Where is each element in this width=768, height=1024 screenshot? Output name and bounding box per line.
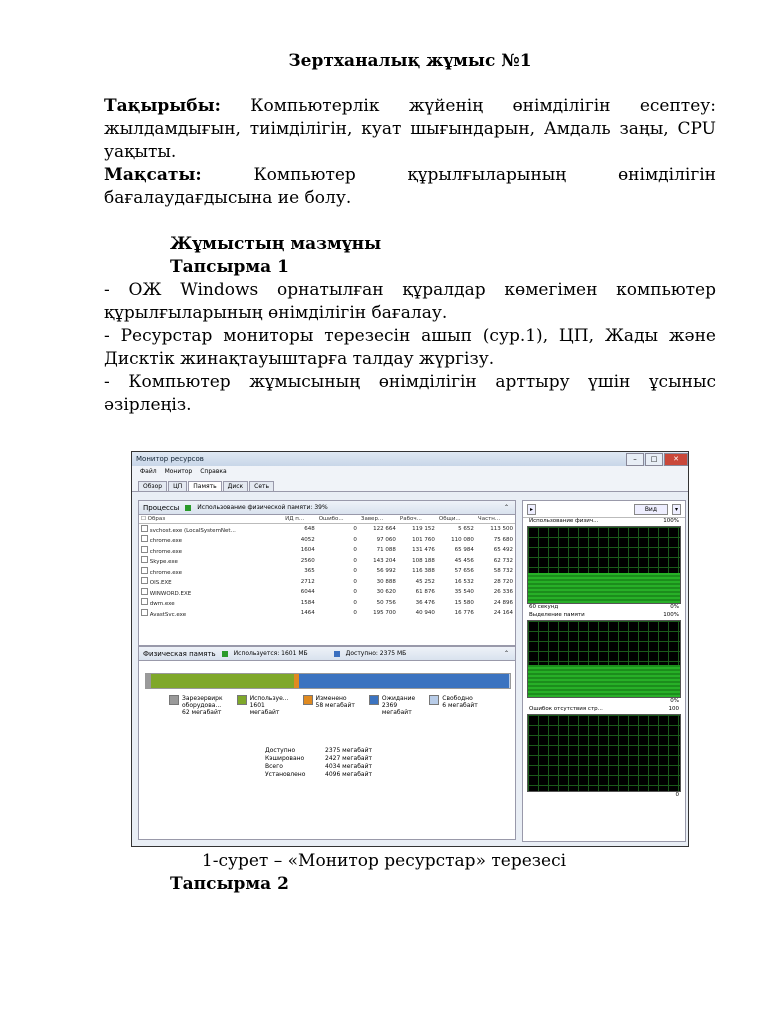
resource-monitor-screenshot bbox=[131, 451, 689, 847]
legend-text: мегабайт bbox=[381, 709, 412, 716]
checkbox[interactable] bbox=[141, 577, 148, 584]
checkbox[interactable] bbox=[141, 556, 148, 563]
table-cell: 5 652 bbox=[458, 526, 474, 533]
close-button[interactable]: ✕ bbox=[664, 453, 688, 466]
memory-segment-in-use bbox=[151, 674, 293, 688]
table-cell: 365 bbox=[304, 568, 315, 575]
table-cell: dwm.exe bbox=[139, 598, 283, 609]
checkbox[interactable] bbox=[141, 609, 148, 616]
total-value: 4096 мегабайт bbox=[325, 771, 372, 778]
table-row[interactable] bbox=[139, 556, 515, 567]
table-cell: 0 bbox=[353, 578, 357, 585]
table-cell: 58 732 bbox=[493, 568, 513, 575]
table-row[interactable] bbox=[139, 545, 515, 556]
legend-text: 62 мегабайт bbox=[182, 709, 222, 716]
table-cell: 36 476 bbox=[415, 599, 435, 606]
total-label: Доступно bbox=[265, 747, 296, 754]
legend-swatch bbox=[169, 695, 179, 705]
table-cell: 24 896 bbox=[493, 599, 513, 606]
tab-memory[interactable]: Память bbox=[188, 481, 221, 491]
graph-fill bbox=[528, 573, 680, 603]
processes-title: Процессы bbox=[143, 503, 180, 512]
graph-canvas bbox=[527, 526, 681, 604]
table-row[interactable] bbox=[139, 577, 515, 588]
column-header[interactable]: Ошибо... bbox=[317, 515, 359, 524]
table-cell: 119 152 bbox=[412, 526, 435, 533]
table-cell: 45 252 bbox=[415, 578, 435, 585]
performance-graph bbox=[527, 518, 681, 612]
table-cell: 2560 bbox=[300, 557, 315, 564]
legend-swatch bbox=[303, 695, 313, 705]
memory-legend bbox=[169, 695, 478, 716]
content-heading: Жұмыстың мазмұны bbox=[170, 234, 382, 254]
collapse-icon[interactable]: ⌃ bbox=[503, 504, 509, 511]
checkbox[interactable] bbox=[141, 598, 148, 605]
processes-header[interactable] bbox=[138, 500, 516, 515]
total-label: Кэшировано bbox=[265, 755, 305, 762]
graph-label: Использование физич... bbox=[529, 518, 599, 524]
checkbox[interactable] bbox=[141, 525, 148, 532]
table-cell: 0 bbox=[353, 557, 357, 564]
column-header[interactable]: Частн... bbox=[476, 515, 515, 524]
table-cell: 4052 bbox=[300, 536, 315, 543]
table-cell: 30 620 bbox=[376, 589, 396, 596]
table-cell: 648 bbox=[304, 526, 315, 533]
goal-paragraph bbox=[104, 164, 716, 210]
column-header[interactable]: ☐ Образ bbox=[139, 515, 283, 524]
table-cell: 0 bbox=[353, 599, 357, 606]
legend-item bbox=[303, 695, 355, 716]
table-cell: chrome.exe bbox=[139, 545, 283, 556]
memory-title: Физическая память bbox=[143, 649, 216, 658]
graph-fill bbox=[528, 665, 680, 697]
table-cell: 0 bbox=[353, 547, 357, 554]
table-cell: 35 540 bbox=[454, 589, 474, 596]
tab-disk[interactable]: Диск bbox=[223, 481, 249, 491]
column-header[interactable]: Рабоч... bbox=[398, 515, 437, 524]
table-row[interactable] bbox=[139, 524, 515, 535]
graphs-header bbox=[523, 501, 685, 518]
graph-label: Выделение памяти bbox=[529, 612, 585, 618]
menu-monitor[interactable]: Монитор bbox=[164, 468, 193, 475]
graph-label: Ошибок отсутствия стр... bbox=[529, 706, 603, 712]
table-cell: chrome.exe bbox=[139, 566, 283, 577]
table-cell: 75 680 bbox=[493, 536, 513, 543]
legend-item bbox=[169, 695, 223, 716]
total-value: 4034 мегабайт bbox=[325, 763, 372, 770]
total-label: Всего bbox=[265, 763, 283, 770]
table-cell: OIS.EXE bbox=[139, 577, 283, 588]
legend-text: Используе... bbox=[249, 695, 289, 702]
table-cell: 57 656 bbox=[454, 568, 474, 575]
total-label: Установлено bbox=[265, 771, 306, 778]
tab-network[interactable]: Сеть bbox=[249, 481, 274, 491]
table-cell: 143 204 bbox=[373, 557, 396, 564]
table-row[interactable] bbox=[139, 598, 515, 609]
table-row[interactable] bbox=[139, 535, 515, 546]
table-cell: 195 700 bbox=[373, 610, 396, 617]
table-cell: 28 720 bbox=[493, 578, 513, 585]
table-cell: chrome.exe bbox=[139, 535, 283, 546]
table-cell: 24 164 bbox=[493, 610, 513, 617]
minimize-button[interactable]: – bbox=[626, 453, 644, 466]
legend-text: Ожидание bbox=[381, 695, 416, 702]
tab-overview[interactable]: Обзор bbox=[138, 481, 167, 491]
table-cell: 16 532 bbox=[454, 578, 474, 585]
legend-item bbox=[237, 695, 289, 716]
memory-segment-standby bbox=[299, 674, 509, 688]
table-cell: 108 188 bbox=[412, 557, 435, 564]
memory-available-info: Доступно: 2375 МБ bbox=[345, 650, 407, 657]
table-cell: 15 580 bbox=[454, 599, 474, 606]
maximize-button[interactable]: □ bbox=[645, 453, 663, 466]
table-cell: 113 500 bbox=[490, 526, 513, 533]
topic-label: Тақырыбы: bbox=[104, 96, 221, 116]
tab-cpu[interactable]: ЦП bbox=[168, 481, 187, 491]
table-cell: 122 664 bbox=[373, 526, 396, 533]
blue-square-icon bbox=[334, 651, 340, 657]
legend-text: 2369 bbox=[381, 702, 398, 709]
legend-text: Зарезервирк bbox=[182, 695, 223, 702]
processes-table-wrap bbox=[138, 515, 516, 646]
legend-text: 58 мегабайт bbox=[315, 702, 355, 709]
legend-text: Свободно bbox=[442, 695, 473, 702]
memory-used-info: Используется: 1601 МБ bbox=[233, 650, 308, 657]
graph-min: 0% bbox=[670, 604, 679, 610]
left-pane bbox=[138, 500, 516, 840]
column-header[interactable]: Общи... bbox=[437, 515, 476, 524]
table-cell: 45 456 bbox=[454, 557, 474, 564]
legend-item bbox=[429, 695, 478, 716]
table-cell: WINWORD.EXE bbox=[139, 587, 283, 598]
table-cell: 62 732 bbox=[493, 557, 513, 564]
column-header[interactable]: ИД п... bbox=[283, 515, 317, 524]
menu-file[interactable]: Файл bbox=[140, 468, 157, 475]
legend-text: 6 мегабайт bbox=[442, 702, 478, 709]
graph-time: 60 секунд bbox=[529, 604, 559, 610]
memory-header[interactable] bbox=[138, 646, 516, 661]
table-row[interactable] bbox=[139, 587, 515, 598]
checkbox[interactable] bbox=[141, 546, 148, 553]
table-cell: 101 760 bbox=[412, 536, 435, 543]
window-titlebar bbox=[132, 452, 688, 466]
goal-label: Мақсаты: bbox=[104, 165, 202, 185]
table-cell: 50 756 bbox=[376, 599, 396, 606]
menu-help[interactable]: Справка bbox=[200, 468, 227, 475]
green-square-icon bbox=[222, 651, 228, 657]
table-cell: 97 060 bbox=[376, 536, 396, 543]
table-cell: 26 336 bbox=[493, 589, 513, 596]
table-cell: 40 940 bbox=[415, 610, 435, 617]
checkbox[interactable] bbox=[141, 567, 148, 574]
memory-totals bbox=[265, 747, 385, 778]
table-cell: 71 088 bbox=[376, 547, 396, 554]
task-item-3: - Компьютер жұмысының өнімділігін арттыру үшін ұсыныс әзірлеңіз. bbox=[104, 372, 716, 415]
legend-item bbox=[369, 695, 415, 716]
performance-graph bbox=[527, 612, 681, 706]
graph-max: 100% bbox=[663, 612, 679, 618]
total-value: 2427 мегабайт bbox=[325, 755, 372, 762]
legend-swatch bbox=[369, 695, 379, 705]
task-item-1: - ОЖ Windows орнатылған құралдар көмегімен компьютер құрылғыларының өнімділігін бағалау. bbox=[104, 280, 716, 323]
memory-panel bbox=[138, 661, 516, 840]
goal-text: Компьютер құрылғыларының өнімділігін бағалаудағдысына ие болу. bbox=[104, 165, 716, 208]
figure-caption: 1-сурет – «Монитор ресурстар» терезесі bbox=[201, 851, 567, 871]
table-cell: 0 bbox=[353, 526, 357, 533]
graph-min: 0% bbox=[670, 698, 679, 704]
collapse-icon[interactable]: ⌃ bbox=[503, 650, 509, 657]
topic-text: Компьютерлік жүйенің өнімділігін есептеу: жылдамдығын, тиімділігін, куат шығындарын, Амдаль заңы, CPU уақыты. bbox=[104, 96, 716, 162]
total-value: 2375 мегабайт bbox=[325, 747, 372, 754]
table-cell: 0 bbox=[353, 568, 357, 575]
view-dropdown-icon[interactable]: ▾ bbox=[672, 504, 681, 515]
table-cell: 30 888 bbox=[376, 578, 396, 585]
memory-segment-free bbox=[509, 674, 510, 688]
table-cell: 110 080 bbox=[451, 536, 474, 543]
tab-bar bbox=[132, 477, 688, 492]
legend-text: мегабайт bbox=[249, 709, 280, 716]
table-cell: 6044 bbox=[300, 589, 315, 596]
window-title: Монитор ресурсов bbox=[136, 455, 204, 463]
table-cell: 1464 bbox=[300, 610, 315, 617]
table-cell: 65 984 bbox=[454, 547, 474, 554]
table-cell: 65 492 bbox=[493, 547, 513, 554]
table-row[interactable] bbox=[139, 608, 515, 619]
graph-canvas bbox=[527, 714, 681, 792]
table-row[interactable] bbox=[139, 566, 515, 577]
table-cell: 0 bbox=[353, 610, 357, 617]
table-cell: 1604 bbox=[300, 547, 315, 554]
graph-max: 100 bbox=[668, 706, 679, 712]
task1-heading: Тапсырма 1 bbox=[170, 257, 289, 277]
table-cell: 56 992 bbox=[376, 568, 396, 575]
graphs-list bbox=[523, 518, 685, 800]
table-cell: 0 bbox=[353, 589, 357, 596]
document-body bbox=[104, 50, 716, 417]
processes-table bbox=[139, 515, 515, 619]
table-cell: 0 bbox=[353, 536, 357, 543]
performance-graph bbox=[527, 706, 681, 800]
checkbox[interactable] bbox=[141, 535, 148, 542]
topic-paragraph bbox=[104, 95, 716, 164]
legend-swatch bbox=[429, 695, 439, 705]
task2-heading: Тапсырма 2 bbox=[170, 874, 289, 894]
table-cell: Skype.exe bbox=[139, 556, 283, 567]
checkbox[interactable] bbox=[141, 588, 148, 595]
task-item-2: - Ресурстар мониторы терезесін ашып (сур.1), ЦП, Жады және Дисктік жинақтауыштарға талдау жүргізу. bbox=[104, 326, 716, 369]
legend-text: Изменено bbox=[315, 695, 347, 702]
legend-text: 1601 bbox=[249, 702, 265, 709]
table-cell: svchost.exe (LocalSystemNet... bbox=[139, 524, 283, 535]
legend-text: оборудова... bbox=[182, 702, 222, 709]
view-button[interactable]: Вид bbox=[634, 504, 668, 515]
table-cell: 16 776 bbox=[454, 610, 474, 617]
graph-max: 100% bbox=[663, 518, 679, 524]
table-cell: AvastSvc.exe bbox=[139, 608, 283, 619]
graph-min: 0 bbox=[675, 792, 679, 798]
expand-arrow-icon[interactable]: ▸ bbox=[527, 504, 536, 515]
column-header[interactable]: Завер... bbox=[359, 515, 398, 524]
table-cell: 116 388 bbox=[412, 568, 435, 575]
table-cell: 2712 bbox=[300, 578, 315, 585]
memory-usage-bar bbox=[145, 673, 511, 689]
graph-canvas bbox=[527, 620, 681, 698]
graphs-pane bbox=[522, 500, 686, 842]
green-square-icon bbox=[185, 505, 191, 511]
table-cell: 61 876 bbox=[415, 589, 435, 596]
legend-swatch bbox=[237, 695, 247, 705]
table-cell: 1584 bbox=[300, 599, 315, 606]
menu-bar bbox=[132, 466, 688, 477]
document-title: Зертханалық жұмыс №1 bbox=[288, 51, 532, 71]
processes-info: Использование физической памяти: 39% bbox=[197, 504, 328, 511]
table-cell: 131 476 bbox=[412, 547, 435, 554]
